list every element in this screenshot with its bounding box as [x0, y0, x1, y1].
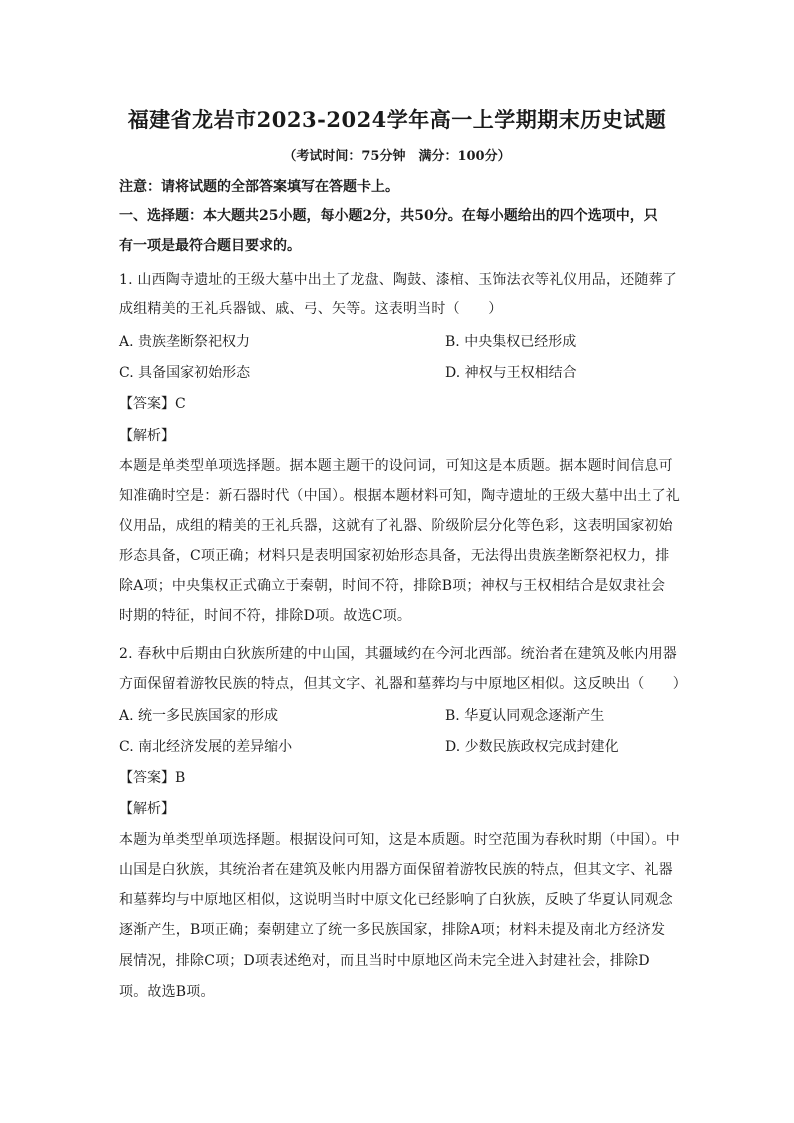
analysis-line: 时期的特征，时间不符，排除D项。故选C项。	[119, 608, 412, 624]
option-a: A. 统一多民族国家的形成	[119, 708, 279, 724]
analysis-line: 逐渐产生，B项正确；秦朝建立了统一多民族国家，排除A项；材料未提及南北方经济发	[119, 922, 666, 938]
option-b: B. 华夏认同观念逐渐产生	[445, 708, 605, 724]
option-d: D. 少数民族政权完成封建化	[445, 739, 619, 755]
analysis-label: 【解析】	[119, 801, 175, 817]
exam-info: （考试时间：75分钟 满分：100分）	[283, 149, 511, 164]
option-b: B. 中央集权已经形成	[445, 334, 577, 350]
option-d: D. 神权与王权相结合	[445, 365, 577, 381]
page-title: 福建省龙岩市2023-2024学年高一上学期期末历史试题	[127, 107, 667, 132]
option-c: C. 具备国家初始形态	[119, 365, 251, 381]
analysis-line: 本题是单类型单项选择题。据本题主题干的设问词，可知这是本质题。据本题时间信息可	[119, 458, 673, 474]
analysis-line: 项。故选B项。	[119, 984, 215, 1000]
analysis-line: 本题为单类型单项选择题。根据设问可知，这是本质题。时空范围为春秋时期（中国）。中	[119, 832, 680, 848]
question-stem-line: 方面保留着游牧民族的特点，但其文字、礼器和墓葬均与中原地区相似。这反映出（ ）	[119, 676, 687, 692]
analysis-line: 除A项；中央集权正式确立于秦朝，时间不符，排除B项；神权与王权相结合是奴隶社会	[119, 578, 666, 594]
analysis-line: 知准确时空是：新石器时代（中国）。根据本题材料可知，陶寺遗址的王级大墓中出土了礼	[119, 488, 680, 504]
section-heading-line-2: 有一项是最符合题目要求的。	[119, 238, 301, 254]
option-a: A. 贵族垄断祭祀权力	[119, 334, 251, 350]
analysis-line: 和墓葬均与中原地区相似，这说明当时中原文化已经影响了白狄族，反映了华夏认同观念	[119, 892, 673, 908]
notice-text: 注意：请将试题的全部答案填写在答题卡上。	[119, 179, 399, 195]
answer-label: 【答案】C	[119, 396, 186, 412]
question-stem-line: 1. 山西陶寺遗址的王级大墓中出土了龙盘、陶鼓、漆棺、玉饰法衣等礼仪用品，还随葬了	[119, 272, 678, 288]
analysis-line: 山国是白狄族，其统治者在建筑及帐内用器方面保留着游牧民族的特点，但其文字、礼器	[119, 862, 673, 878]
answer-label: 【答案】B	[119, 770, 186, 786]
analysis-line: 展情况，排除C项；D项表述绝对，而且当时中原地区尚未完全进入封建社会，排除D	[119, 953, 650, 969]
analysis-line: 仪用品，成组的精美的王礼兵器，这就有了礼器、阶级阶层分化等色彩，这表明国家初始	[119, 518, 673, 534]
question-stem-line: 2. 春秋中后期由白狄族所建的中山国，其疆域约在今河北西部。统治者在建筑及帐内用器	[119, 646, 678, 662]
analysis-line: 形态具备，C项正确；材料只是表明国家初始形态具备，无法得出贵族垄断祭祀权力，排	[119, 548, 670, 564]
section-heading-line-1: 一、选择题：本大题共25小题，每小题2分，共50分。在每小题给出的四个选项中，只	[119, 208, 658, 224]
option-c: C. 南北经济发展的差异缩小	[119, 739, 293, 755]
question-stem-line: 成组精美的王礼兵器钺、戚、弓、矢等。这表明当时（ ）	[119, 301, 503, 317]
analysis-label: 【解析】	[119, 428, 175, 444]
